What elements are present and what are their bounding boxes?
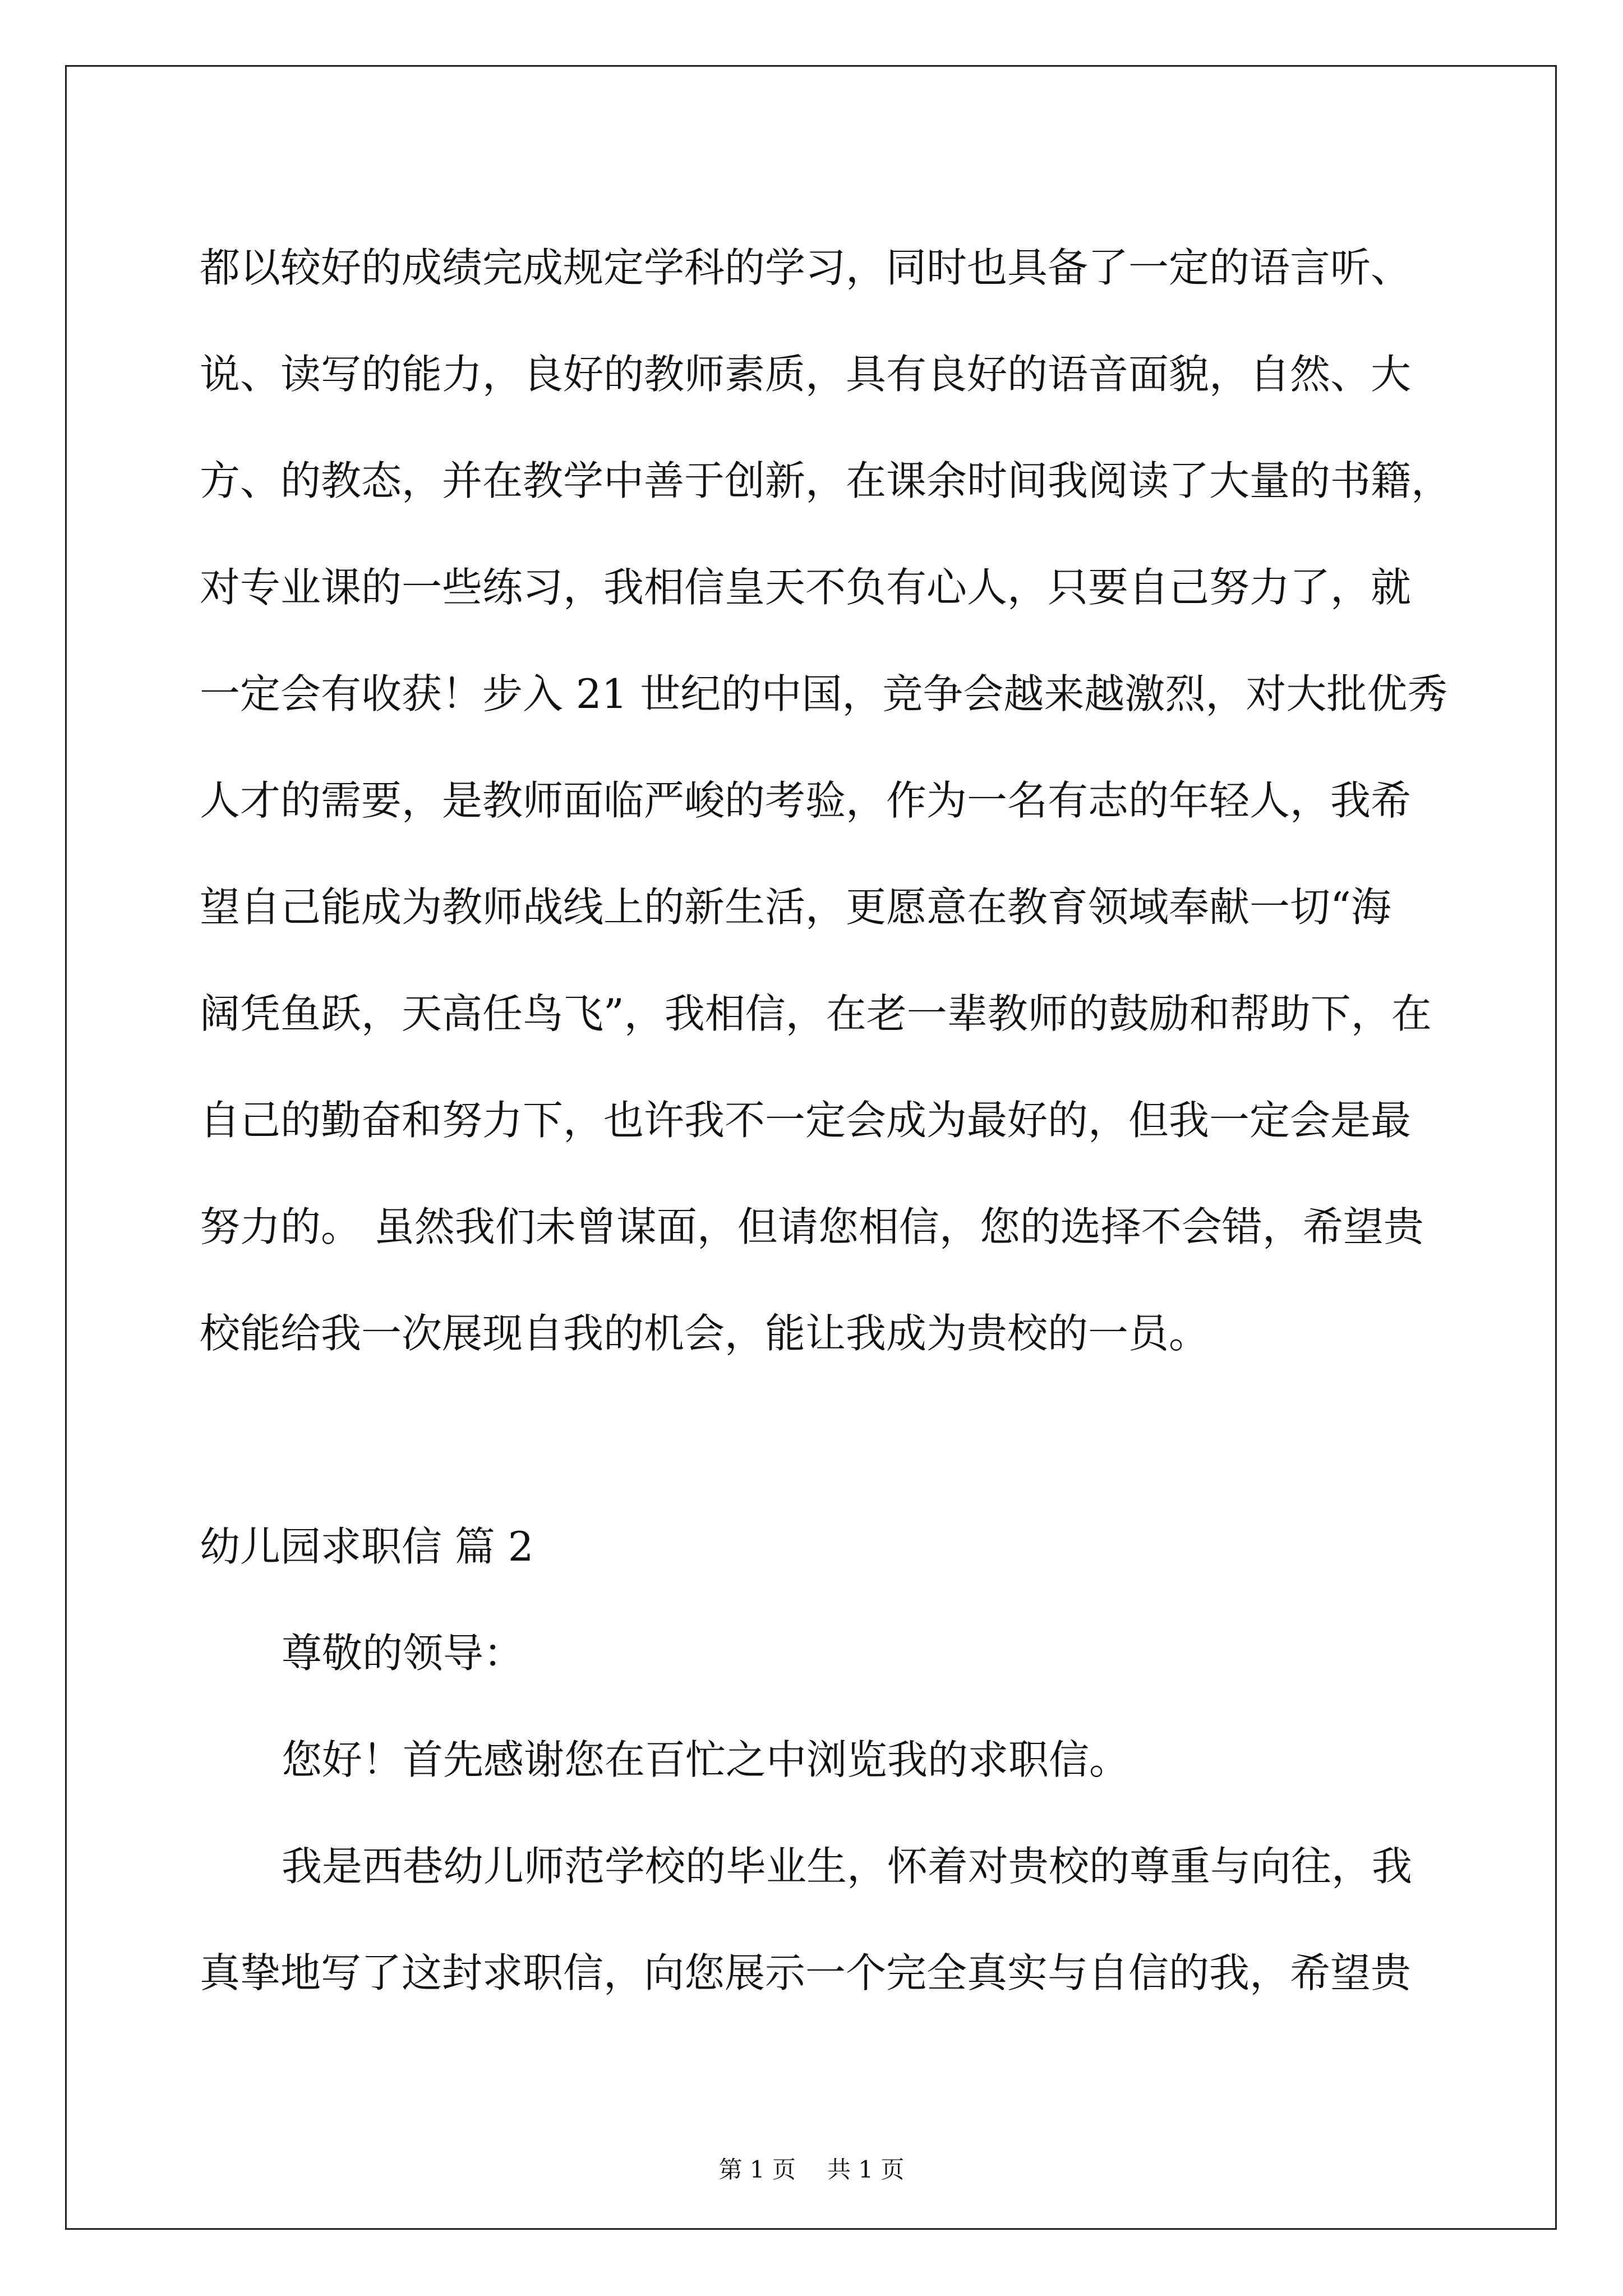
salutation: 尊敬的领导： xyxy=(282,1630,524,1677)
document-body xyxy=(200,214,1452,2026)
paragraph-line: 真挚地写了这封求职信，向您展示一个完全真实与自信的我，希望贵 xyxy=(200,1949,1412,1996)
section-heading: 幼儿园求职信 篇 2 xyxy=(200,1523,534,1570)
page-number-current: 第 1 页 xyxy=(718,2156,796,2183)
greeting: 您好！首先感谢您在百忙之中浏览我的求职信。 xyxy=(282,1736,1130,1783)
paragraph-line: 望自己能成为教师战线上的新生活，更愿意在教育领域奉献一切“海 xyxy=(200,884,1391,931)
paragraph-line: 一定会有收获！步入 21 世纪的中国，竞争会越来越激烈，对大批优秀 xyxy=(200,670,1448,717)
paragraph-line: 自己的勤奋和努力下，也许我不一定会成为最好的，但我一定会是最 xyxy=(200,1097,1412,1144)
paragraph-line: 方、的教态，并在教学中善于创新，在课余时间我阅读了大量的书籍， xyxy=(200,457,1452,504)
page-footer xyxy=(0,2153,1623,2187)
paragraph-line: 都以较好的成绩完成规定学科的学习，同时也具备了一定的语言听、 xyxy=(200,244,1412,291)
paragraph-line: 人才的需要，是教师面临严峻的考验，作为一名有志的年轻人，我希 xyxy=(200,777,1412,824)
paragraph-line: 说、读写的能力，良好的教师素质，具有良好的语音面貌，自然、大 xyxy=(200,351,1412,398)
paragraph-line: 阔凭鱼跃，天高任鸟飞”，我相信，在老一辈教师的鼓励和帮助下，在 xyxy=(200,990,1432,1037)
page-number-total: 共 1 页 xyxy=(827,2156,905,2183)
paragraph-line: 努力的。 虽然我们未曾谋面，但请您相信，您的选择不会错，希望贵 xyxy=(200,1203,1424,1250)
paragraph-line: 校能给我一次展现自我的机会，能让我成为贵校的一员。 xyxy=(200,1310,1210,1357)
paragraph-line: 我是西巷幼儿师范学校的毕业生，怀着对贵校的尊重与向往，我 xyxy=(282,1843,1413,1890)
paragraph-line: 对专业课的一些练习，我相信皇天不负有心人，只要自己努力了，就 xyxy=(200,564,1412,611)
